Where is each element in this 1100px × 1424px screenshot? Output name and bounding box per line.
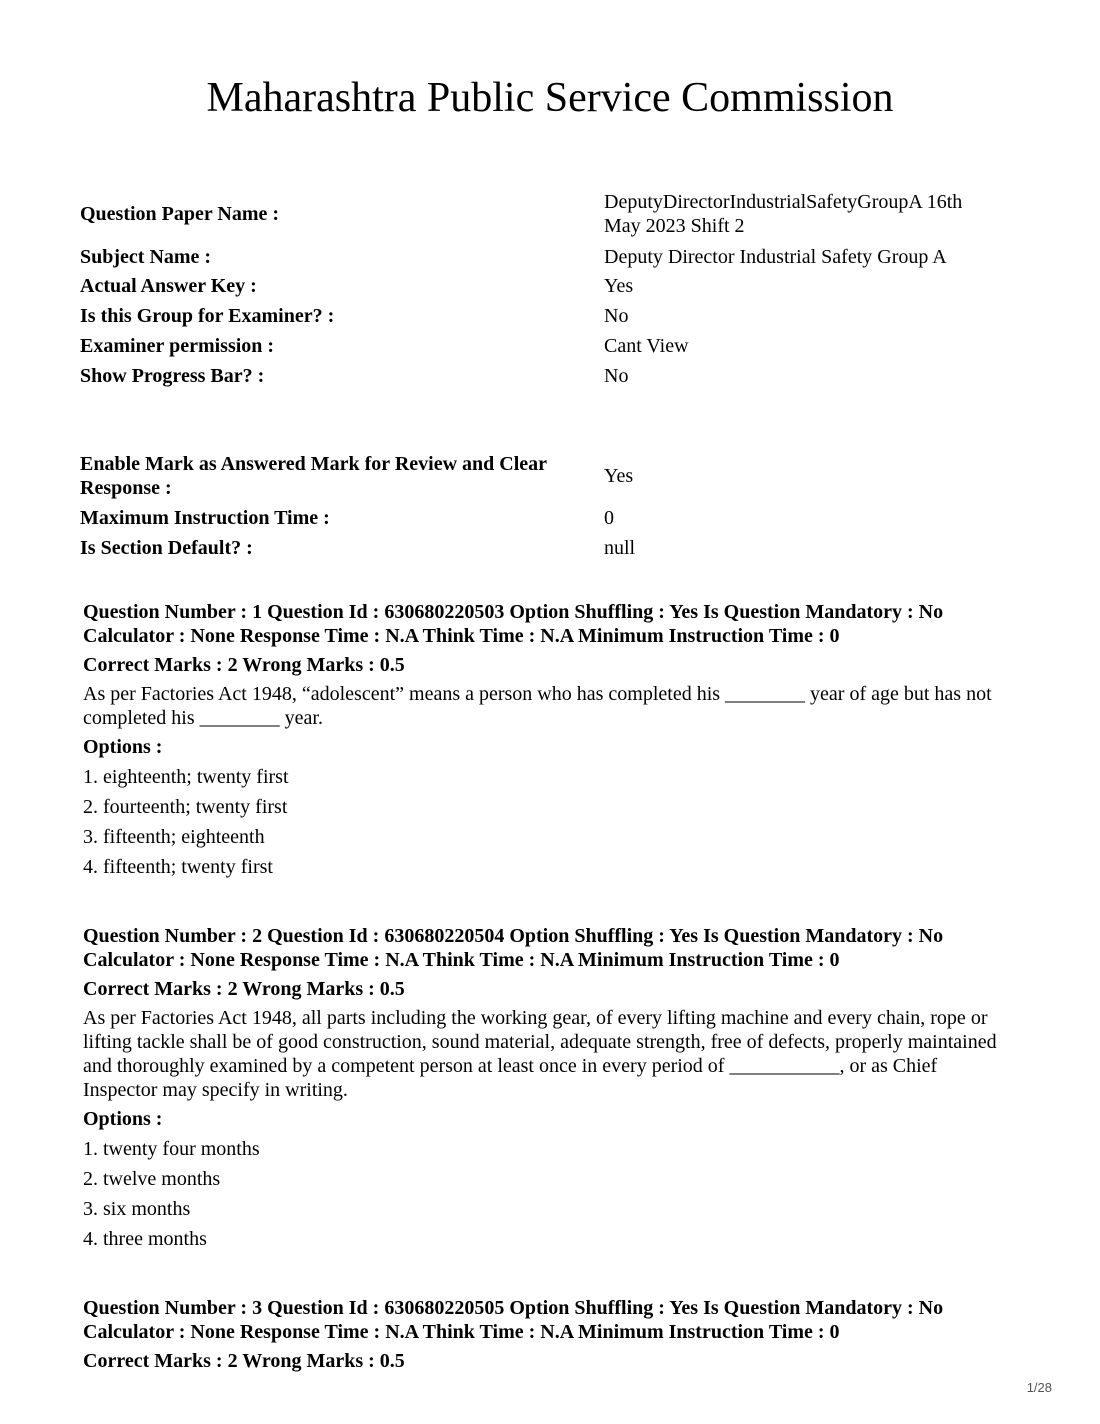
option-item: 4. fifteenth; twenty first bbox=[83, 856, 273, 878]
meta-row-subject-name bbox=[80, 245, 1020, 269]
meta-row-enable-mark bbox=[80, 452, 1020, 500]
meta-row-answer-key bbox=[80, 274, 1020, 298]
question-block-3 bbox=[83, 1296, 1023, 1373]
options-label: Options : bbox=[83, 1108, 163, 1130]
meta-value: DeputyDirectorIndustrialSafetyGroupA 16th May 2023 Shift 2 bbox=[604, 191, 963, 237]
meta-label: Is this Group for Examiner? : bbox=[80, 305, 335, 327]
option-item: 1. twenty four months bbox=[83, 1138, 260, 1160]
option-item: 2. twelve months bbox=[83, 1168, 221, 1190]
question-header: Question Number : 3 Question Id : 630680220505 Option Shuffling : Yes Is Question Mandatory : No bbox=[83, 1297, 944, 1319]
question-header: Calculator : None Response Time : N.A Think Time : N.A Minimum Instruction Time : 0 bbox=[83, 1321, 840, 1343]
question-block-2 bbox=[83, 924, 1023, 1251]
meta-label: Question Paper Name : bbox=[80, 203, 280, 225]
meta-value: Deputy Director Industrial Safety Group A bbox=[604, 246, 947, 268]
question-marks: Correct Marks : 2 Wrong Marks : 0.5 bbox=[83, 1350, 405, 1372]
option-item: 4. three months bbox=[83, 1228, 207, 1250]
meta-value: null bbox=[604, 537, 636, 559]
question-header: Calculator : None Response Time : N.A Think Time : N.A Minimum Instruction Time : 0 bbox=[83, 625, 840, 647]
options-label: Options : bbox=[83, 736, 163, 758]
meta-value: Cant View bbox=[604, 335, 689, 357]
question-text: As per Factories Act 1948, “adolescent” means a person who has completed his ________ year of age but has not completed his ________ year. bbox=[83, 683, 992, 729]
meta-row-progress-bar bbox=[80, 364, 1020, 388]
question-header: Question Number : 2 Question Id : 630680220504 Option Shuffling : Yes Is Question Mandatory : No bbox=[83, 925, 944, 947]
meta-value: No bbox=[604, 305, 629, 327]
page-number: 1/28 bbox=[1026, 1380, 1052, 1395]
meta-row-group-examiner bbox=[80, 304, 1020, 328]
meta-label: Examiner permission : bbox=[80, 335, 275, 357]
question-text: As per Factories Act 1948, all parts including the working gear, of every lifting machine and every chain, rope or lifting tackle shall be of good construction, sound material, adequate strength, free of defects, properly maintained and thoroughly examined by a competent person at least once in every period of ___________, or as Chief Inspector may specify in writing. bbox=[83, 1007, 997, 1101]
meta-label: Show Progress Bar? : bbox=[80, 365, 265, 387]
question-marks: Correct Marks : 2 Wrong Marks : 0.5 bbox=[83, 978, 405, 1000]
question-header: Calculator : None Response Time : N.A Think Time : N.A Minimum Instruction Time : 0 bbox=[83, 949, 840, 971]
meta-value: Yes bbox=[604, 275, 634, 297]
meta-value: 0 bbox=[604, 507, 614, 529]
option-item: 1. eighteenth; twenty first bbox=[83, 766, 289, 788]
question-header: Question Number : 1 Question Id : 630680220503 Option Shuffling : Yes Is Question Mandatory : No bbox=[83, 601, 944, 623]
page-title: Maharashtra Public Service Commission bbox=[206, 75, 894, 121]
question-marks: Correct Marks : 2 Wrong Marks : 0.5 bbox=[83, 654, 405, 676]
meta-label: Is Section Default? : bbox=[80, 537, 253, 559]
meta-row-paper-name bbox=[80, 190, 1020, 238]
meta-value: No bbox=[604, 365, 629, 387]
option-item: 3. fifteenth; eighteenth bbox=[83, 826, 265, 848]
meta-value: Yes bbox=[604, 465, 634, 487]
meta-label: Actual Answer Key : bbox=[80, 275, 257, 297]
meta-label: Subject Name : bbox=[80, 246, 212, 268]
meta-row-section-default bbox=[80, 536, 1020, 560]
meta-row-max-instruction bbox=[80, 506, 1020, 530]
meta-row-examiner-permission bbox=[80, 334, 1020, 358]
meta-label: Maximum Instruction Time : bbox=[80, 507, 330, 529]
option-item: 3. six months bbox=[83, 1198, 191, 1220]
meta-label: Enable Mark as Answered Mark for Review and Clear Response : bbox=[80, 453, 547, 499]
question-block-1 bbox=[83, 600, 1023, 879]
option-item: 2. fourteenth; twenty first bbox=[83, 796, 288, 818]
